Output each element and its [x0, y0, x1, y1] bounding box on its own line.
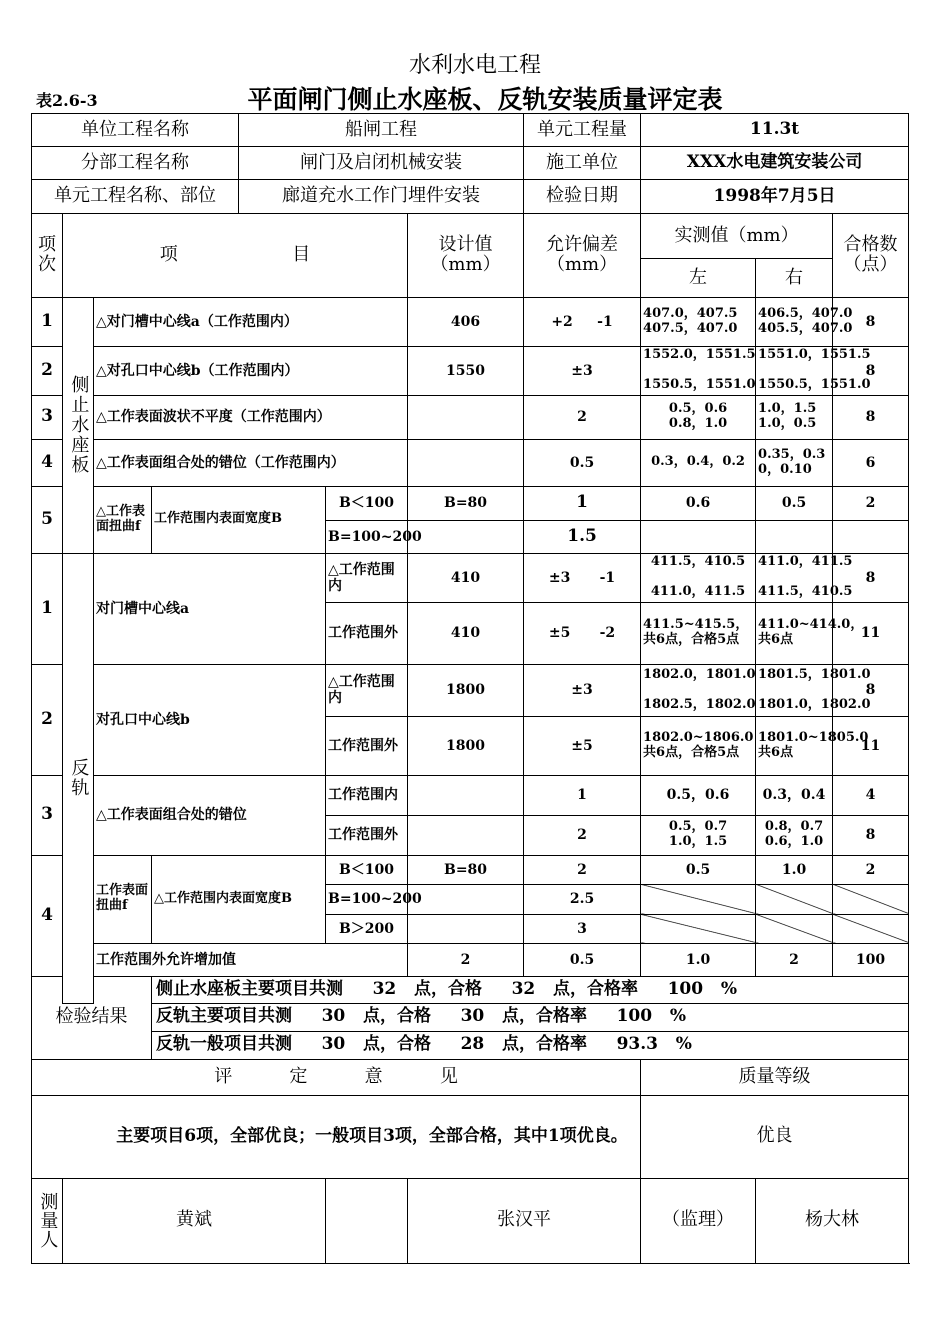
sub-project-value: 闸门及启闭机械安装 — [239, 147, 524, 180]
tolerance-value: 3 — [524, 914, 641, 943]
item-label: 工作表面扭曲f — [94, 855, 152, 943]
pass-count: 2 — [833, 486, 909, 520]
empty-slash-cell — [756, 914, 833, 943]
measured-right: 1.0 — [641, 943, 756, 976]
design-value: 1550 — [408, 346, 524, 395]
result-line-seal: 侧止水座板主要项目共测 32 点，合格 32 点，合格率 100 % — [152, 976, 909, 1003]
inspection-result-label: 检验结果 — [32, 976, 152, 1059]
pass-count: 2 — [833, 855, 909, 884]
col-header-pass-count: 合格数（点） — [833, 214, 909, 298]
tolerance-value: 2 — [524, 855, 641, 884]
tolerance-value: 2 — [524, 395, 641, 439]
measured-right: 0.5 — [756, 486, 833, 520]
table-row — [32, 943, 909, 976]
col-header-right: 右 — [756, 259, 833, 298]
item-label: 工作范围外允许增加值 — [94, 943, 408, 976]
measured-left: 1802.0，1801.0 1802.5，1802.0 — [641, 664, 756, 716]
design-value: B=80 — [408, 486, 524, 520]
pass-rate: 100 — [833, 943, 909, 976]
measured-left: 0.3，0.4，0.2 — [641, 439, 756, 486]
empty-slash-cell — [833, 914, 909, 943]
item-label: △工作表面扭曲f — [94, 486, 152, 553]
pass-count: 11 — [833, 716, 909, 775]
measured-right: 1.0，1.5 1.0，0.5 — [756, 395, 833, 439]
pass-count: 8 — [833, 395, 909, 439]
quality-grade-label: 质量等级 — [641, 1059, 909, 1095]
row-no: 4 — [32, 439, 63, 486]
measured-left: 411.5~415.5，共6点，合格5点 — [641, 602, 756, 664]
row-no: 1 — [32, 553, 63, 664]
tolerance-value: ±5 -2 — [524, 602, 641, 664]
empty-slash-cell — [641, 884, 756, 914]
item-sublabel: 工作范围内表面宽度B — [152, 486, 326, 553]
row-no: 1 — [32, 297, 63, 346]
empty-slash-cell — [756, 884, 833, 914]
tolerance-value: 1 — [524, 775, 641, 815]
tolerance-value: 0.5 — [524, 439, 641, 486]
width-range: B＞200 — [326, 914, 408, 943]
design-value: B=80 — [408, 855, 524, 884]
pass-count: 8 — [833, 346, 909, 395]
result-line-rail-general: 反轨一般项目共测 30 点，合格 28 点，合格率 93.3 % — [152, 1031, 909, 1059]
empty-slash-cell — [641, 914, 756, 943]
table-number: 表2.6-3 — [36, 91, 98, 110]
width-range: B＜100 — [326, 486, 408, 520]
unit-project-label: 单位工程名称 — [32, 114, 239, 147]
width-range: B=100~200 — [326, 884, 408, 914]
item-label: 对门槽中心线a — [94, 553, 326, 664]
contractor-label: 施工单位 — [524, 147, 641, 180]
measured-left: 1802.0~1806.0共6点，合格5点 — [641, 716, 756, 775]
unit-quantity-label: 单元工程量 — [524, 114, 641, 147]
row-no: 3 — [32, 775, 63, 855]
tolerance-value: ±3 -1 — [524, 553, 641, 602]
range-label: 工作范围外 — [326, 716, 408, 775]
table-row — [32, 346, 909, 395]
design-value: 1800 — [408, 716, 524, 775]
measured-right: 1801.0~1805.0共6点 — [756, 716, 833, 775]
pass-count: 2 — [756, 943, 833, 976]
signature-name: 张汉平 — [408, 1178, 641, 1263]
col-header-item: 项 目 — [63, 214, 408, 298]
table-row — [32, 553, 909, 602]
design-value — [408, 395, 524, 439]
range-label: 工作范围内 — [326, 775, 408, 815]
tolerance-value: ±3 — [524, 346, 641, 395]
measured-right: 0.35，0.30，0.10 — [756, 439, 833, 486]
design-value: 1800 — [408, 664, 524, 716]
row-no: 4 — [32, 855, 63, 976]
measured-right: 1801.5，1801.0 1801.0，1802.0 — [756, 664, 833, 716]
width-range: B=100~200 — [326, 520, 408, 553]
table-row — [32, 395, 909, 439]
pass-count: 8 — [833, 664, 909, 716]
unit-name-label: 单元工程名称、部位 — [32, 180, 239, 214]
form-subtitle: 平面闸门侧止水座板、反轨安装质量评定表 — [247, 85, 723, 114]
quality-grade-value: 优良 — [641, 1095, 909, 1178]
pass-count: 8 — [833, 297, 909, 346]
item-label: 对孔口中心线b — [94, 664, 326, 775]
range-label: △工作范围内 — [326, 664, 408, 716]
item-label: △对门槽中心线a（工作范围内） — [94, 297, 408, 346]
pass-count: 6 — [833, 439, 909, 486]
inspection-date-label: 检验日期 — [524, 180, 641, 214]
group-label-reverse-rail: 反轨 — [63, 553, 94, 1003]
unit-quantity-value: 11.3t — [641, 114, 909, 147]
empty-slash-cell — [833, 884, 909, 914]
design-value — [408, 439, 524, 486]
col-header-tolerance: 允许偏差（mm） — [524, 214, 641, 298]
item-label: △工作表面组合处的错位 — [94, 775, 326, 855]
tolerance-value: 2.5 — [524, 884, 641, 914]
result-line-rail-main: 反轨主要项目共测 30 点，合格 30 点，合格率 100 % — [152, 1003, 909, 1031]
measured-left: 407.0，407.5 407.5，407.0 — [641, 297, 756, 346]
measured-right: 411.0~414.0，共6点 — [756, 602, 833, 664]
measured-left: 411.5，410.5 411.0，411.5 — [641, 553, 756, 602]
measured-right: 0.3，0.4 — [756, 775, 833, 815]
measured-left: 0.5，0.6 0.8，1.0 — [641, 395, 756, 439]
inspection-date-value: 1998年7月5日 — [641, 180, 909, 214]
measured-right: 0.8，0.7 0.6，1.0 — [756, 815, 833, 855]
measured-left: 0.5，0.6 — [641, 775, 756, 815]
design-value: 406 — [408, 297, 524, 346]
item-label: △工作表面组合处的错位（工作范围内） — [94, 439, 408, 486]
item-label: △工作表面波状不平度（工作范围内） — [94, 395, 408, 439]
range-label: 工作范围外 — [326, 815, 408, 855]
tolerance-value: 2 — [524, 815, 641, 855]
row-no: 2 — [32, 346, 63, 395]
pass-count: 4 — [833, 775, 909, 815]
opinion-label: 评 定 意 见 — [32, 1059, 641, 1095]
design-value — [408, 815, 524, 855]
contractor-value: XXX水电建筑安装公司 — [641, 147, 909, 180]
signature-name: 黄斌 — [63, 1178, 326, 1263]
measured-right: 1.0 — [756, 855, 833, 884]
tolerance-value: +2 -1 — [524, 297, 641, 346]
table-row — [32, 775, 909, 815]
design-value: 410 — [408, 553, 524, 602]
col-header-measured: 实测值（mm） — [641, 214, 833, 259]
pass-count: 8 — [833, 815, 909, 855]
measured-right: 406.5，407.0 405.5，407.0 — [756, 297, 833, 346]
measured-left: 1552.0，1551.5 1550.5，1551.0 — [641, 346, 756, 395]
design-value — [408, 884, 524, 914]
unit-project-value: 船闸工程 — [239, 114, 524, 147]
group-label-seal-plate: 侧止水座板 — [63, 297, 94, 553]
range-label: △工作范围内 — [326, 553, 408, 602]
col-header-left: 左 — [641, 259, 756, 298]
tolerance-value: ±3 — [524, 664, 641, 716]
tolerance-value: 1 — [524, 486, 641, 520]
table-row — [32, 664, 909, 716]
document-title: 水利水电工程 — [408, 53, 541, 78]
design-value — [408, 520, 524, 553]
tolerance-value: 2 — [408, 943, 524, 976]
design-value: 410 — [408, 602, 524, 664]
opinion-text: 主要项目6项，全部优良；一般项目3项，全部合格，其中1项优良。 — [32, 1095, 641, 1178]
row-no: 3 — [32, 395, 63, 439]
measured-left: 0.6 — [641, 486, 756, 520]
design-value — [408, 914, 524, 943]
tolerance-value: 1.5 — [524, 520, 641, 553]
col-header-design: 设计值（mm） — [408, 214, 524, 298]
col-header-no: 项次 — [32, 214, 63, 298]
signature-name: 杨大林 — [756, 1178, 909, 1263]
measured-left: 0.5 — [641, 855, 756, 884]
item-sublabel: △工作范围内表面宽度B — [152, 855, 326, 943]
unit-name-value: 廊道充水工作门埋件安装 — [239, 180, 524, 214]
table-row — [32, 855, 909, 884]
tolerance-value: ±5 — [524, 716, 641, 775]
surveyor-label: 测量人 — [32, 1178, 63, 1263]
table-row — [32, 439, 909, 486]
quality-evaluation-table — [31, 113, 909, 1264]
pass-count: 11 — [833, 602, 909, 664]
width-range: B＜100 — [326, 855, 408, 884]
measured-right: 411.0，411.5 411.5，410.5 — [756, 553, 833, 602]
table-row — [32, 297, 909, 346]
sub-project-label: 分部工程名称 — [32, 147, 239, 180]
item-label: △对孔口中心线b（工作范围内） — [94, 346, 408, 395]
measured-left: 0.5 — [524, 943, 641, 976]
supervisor-label: （监理） — [641, 1178, 756, 1263]
measured-right: 1551.0，1551.5 1550.5，1551.0 — [756, 346, 833, 395]
row-no: 2 — [32, 664, 63, 775]
row-no: 5 — [32, 486, 63, 553]
measured-left: 0.5，0.7 1.0，1.5 — [641, 815, 756, 855]
pass-count: 8 — [833, 553, 909, 602]
design-value — [408, 775, 524, 815]
table-row — [32, 486, 909, 520]
range-label: 工作范围外 — [326, 602, 408, 664]
